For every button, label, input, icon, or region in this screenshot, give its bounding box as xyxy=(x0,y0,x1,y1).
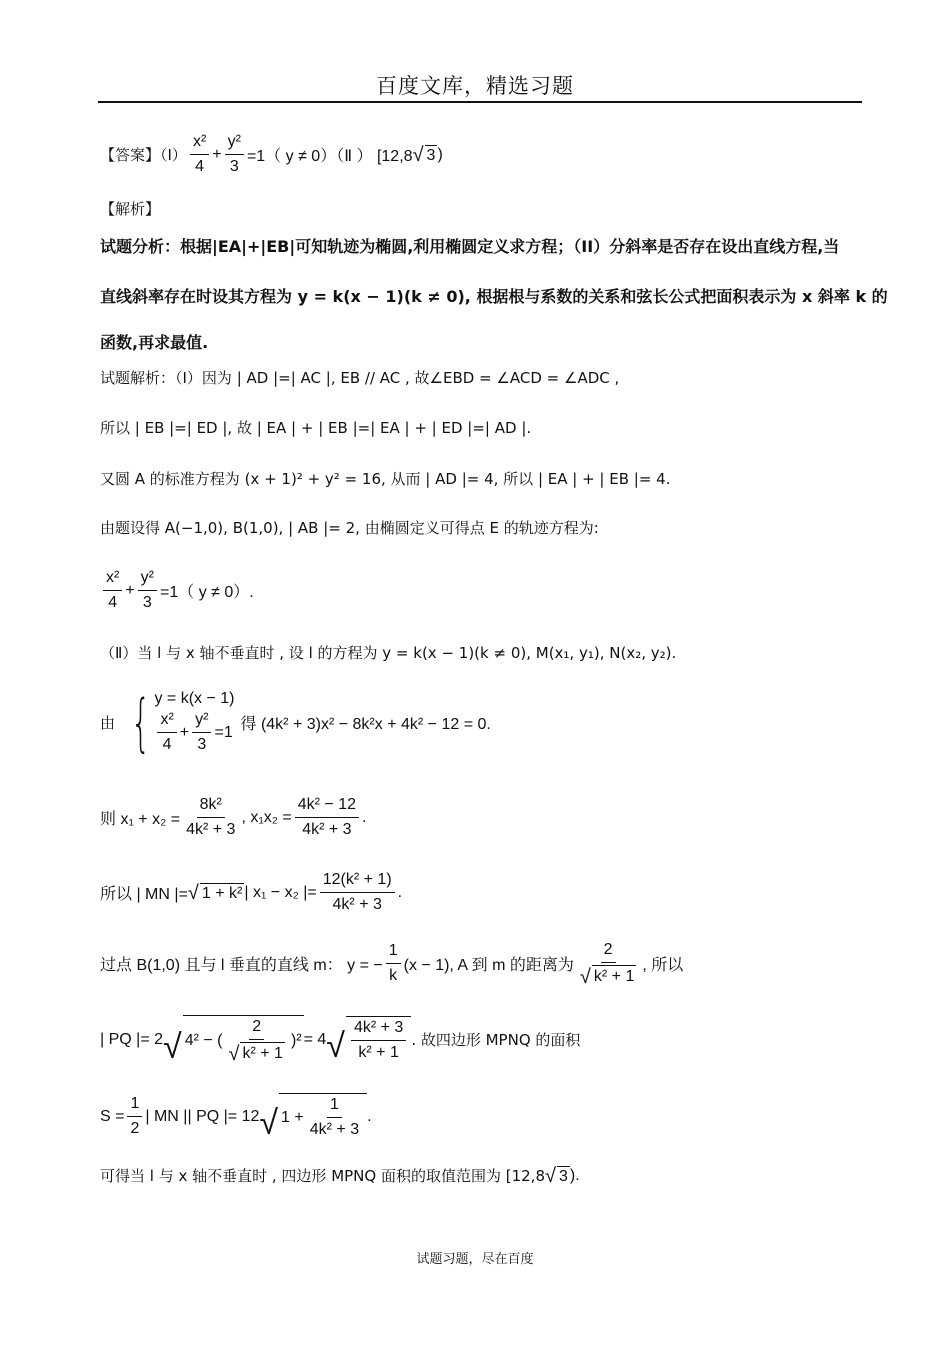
summary-line-3: 函数,再求最值. xyxy=(100,333,209,352)
equation-text: . xyxy=(367,1107,372,1125)
fraction-numerator: y² xyxy=(192,710,211,733)
summary-line-2: 直线斜率存在时设其方程为 y = k(x − 1)(k ≠ 0), 根据根与系数的关系和弦长公式把面积表示为 x 斜率 k 的 xyxy=(100,287,888,306)
equation-text: | MN || PQ |= 12 xyxy=(145,1107,260,1125)
solution-line-7 xyxy=(100,685,862,759)
equation-fraction xyxy=(295,795,359,840)
fraction-denominator: 4 xyxy=(195,158,205,175)
equation-sqrt xyxy=(163,1015,304,1064)
equation-sqrt xyxy=(580,965,636,987)
equation-text: , x₁x₂ = xyxy=(241,808,292,826)
fraction-numerator: x² xyxy=(190,132,209,155)
fraction-numerator: x² xyxy=(103,568,122,591)
solution-line-4: 由题设得 A(−1,0), B(1,0), | AB |= 2, 由椭圆定义可得点 E 的轨迹方程为: xyxy=(100,519,599,537)
equation-fraction xyxy=(307,1095,362,1140)
equation-fraction xyxy=(192,710,211,755)
answer-label: 【答案】（Ⅰ） xyxy=(100,146,187,164)
sqrt-icon: √ xyxy=(163,1028,182,1066)
sqrt-radicand: 3 xyxy=(426,146,436,164)
solution-line-2: 所以 | EB |=| ED |, 故 | EA | + | EB |=| EA | + | ED |=| AD |. xyxy=(100,419,532,437)
system-row-1: y = k(x − 1) xyxy=(154,690,235,707)
equation-sqrt xyxy=(188,883,244,903)
equation-text: =1 xyxy=(214,723,233,741)
fraction-denominator: 3 xyxy=(142,594,152,611)
text-prefix: 由 xyxy=(100,714,116,732)
answer-fraction-y xyxy=(225,132,244,177)
solution-line-3: 又圆 A 的标准方程为 (x + 1)² + y² = 16, 从而 | AD |= 4, 所以 | EA | + | EB |= 4. xyxy=(100,470,671,488)
summary-line-1: 试题分析：根据|EA|+|EB|可知轨迹为椭圆,利用椭圆定义求方程；（II）分斜率是否存在设出直线方程,当 xyxy=(100,237,840,256)
fraction-numerator: x² xyxy=(157,710,176,733)
fraction-numerator: y² xyxy=(225,132,244,155)
fraction-denominator: 3 xyxy=(229,158,239,175)
sqrt-radicand: k² + 1 xyxy=(592,965,636,987)
equation-fraction xyxy=(138,568,157,613)
equation-fraction xyxy=(127,1094,142,1139)
answer-sqrt xyxy=(413,145,438,165)
page-header-title: 百度文库，精选习题 xyxy=(376,74,574,98)
equation-fraction xyxy=(225,1017,287,1064)
answer-close: ) xyxy=(437,145,443,163)
equation-text: ). xyxy=(569,1166,580,1184)
sqrt-icon: √ xyxy=(187,881,199,904)
equation-text: | x₁ − x₂ |= xyxy=(244,883,317,901)
plus-sign: + xyxy=(179,723,190,741)
plus-sign: + xyxy=(125,581,135,599)
system-row-2 xyxy=(154,710,234,755)
answer-line xyxy=(100,132,862,177)
solution-line-6: （Ⅱ）当 l 与 x 轴不垂直时 , 设 l 的方程为 y = k(x − 1)(k ≠ 0), M(x₁, y₁), N(x₂, y₂). xyxy=(100,644,677,662)
equation-text: | PQ |= 2 xyxy=(100,1030,164,1048)
equation-fraction xyxy=(183,795,238,840)
equation-fraction xyxy=(157,710,176,755)
equation-text: S = xyxy=(100,1107,125,1125)
fraction-denominator: 4k² + 3 xyxy=(186,821,236,838)
system-rows xyxy=(154,690,234,755)
sqrt-icon: √ xyxy=(545,1164,556,1187)
sqrt-radicand: 3 xyxy=(558,1167,568,1185)
fraction-numerator: 4k² − 12 xyxy=(295,795,359,818)
sqrt-radicand xyxy=(346,1016,411,1063)
equation-sqrt xyxy=(326,1016,411,1063)
sqrt-icon: √ xyxy=(412,143,424,166)
answer-fraction-x xyxy=(190,132,209,177)
sqrt-icon: √ xyxy=(579,966,591,988)
equation-text: 所以 | MN |= xyxy=(100,886,188,903)
fraction-numerator: 2 xyxy=(249,1017,264,1040)
sqrt-radicand: 1 + k² xyxy=(201,884,243,902)
fraction-numerator: y² xyxy=(138,568,157,591)
brace-icon: { xyxy=(130,685,151,759)
equation-text: . xyxy=(362,808,367,826)
sqrt-icon: √ xyxy=(326,1027,345,1065)
sqrt-radicand: k² + 1 xyxy=(240,1042,284,1064)
sqrt-icon: √ xyxy=(259,1104,279,1142)
equation-text: 过点 B(1,0) 且与 l 垂直的直线 m： y = − xyxy=(100,957,383,974)
sqrt-radicand xyxy=(279,1093,367,1140)
fraction-numerator: 2 xyxy=(601,940,616,963)
fraction-denominator xyxy=(577,963,639,987)
equation-text: . 故四边形 MPNQ 的面积 xyxy=(411,1031,581,1049)
equation-text: , 所以 xyxy=(642,957,684,974)
fraction-denominator xyxy=(225,1040,287,1064)
equation-fraction xyxy=(320,870,395,915)
equation-text: . xyxy=(397,883,403,901)
equation-text: 得 (4k² + 3)x² − 8k²x + 4k² − 12 = 0. xyxy=(240,716,491,733)
equation-text: = 4 xyxy=(303,1030,327,1048)
analysis-label: 【解析】 xyxy=(100,200,161,218)
solution-line-1: 试题解析：（Ⅰ）因为 | AD |=| AC |, EB // AC , 故∠EBD = ∠ACD = ∠ADC , xyxy=(100,369,620,387)
fraction-numerator: 12(k² + 1) xyxy=(320,870,395,893)
solution-line-12 xyxy=(100,1093,862,1140)
sqrt-icon: √ xyxy=(228,1043,240,1065)
solution-line-13 xyxy=(100,1165,862,1186)
fraction-denominator: 4k² + 3 xyxy=(309,1121,360,1138)
equation-text: 4² − ( xyxy=(184,1031,223,1049)
sqrt-radicand xyxy=(183,1015,304,1064)
solution-line-9 xyxy=(100,870,862,915)
fraction-denominator: 2 xyxy=(130,1120,140,1137)
equation-system xyxy=(121,685,235,759)
fraction-numerator: 1 xyxy=(127,1094,142,1117)
equation-fraction xyxy=(103,568,122,613)
fraction-denominator: 4 xyxy=(162,736,172,753)
fraction-denominator: k² + 1 xyxy=(358,1044,399,1061)
fraction-numerator: 4k² + 3 xyxy=(351,1018,406,1041)
equation-text: 可得当 l 与 x 轴不垂直时 , 四边形 MPNQ 面积的取值范围为 [12,8 xyxy=(100,1167,545,1185)
equation-sqrt xyxy=(228,1042,284,1064)
equation-sqrt xyxy=(545,1166,570,1186)
fraction-denominator: 4k² + 3 xyxy=(332,896,382,913)
plus-sign: + xyxy=(212,145,222,163)
equation-fraction xyxy=(351,1018,406,1063)
equation-text: 则 x₁ + x₂ = xyxy=(100,811,181,828)
page-footer: 试题习题，尽在百度 xyxy=(416,1252,534,1267)
equation-text: (x − 1), A 到 m 的距离为 xyxy=(403,957,574,974)
fraction-denominator: 3 xyxy=(197,736,207,753)
fraction-numerator: 1 xyxy=(327,1095,342,1118)
equation-sqrt xyxy=(259,1093,367,1140)
equation-fraction xyxy=(386,941,401,986)
solution-line-10 xyxy=(100,940,862,987)
equation-fraction xyxy=(577,940,639,987)
equation-text: 1 + xyxy=(281,1108,304,1126)
equation-text: =1（ y ≠ 0）. xyxy=(160,584,254,601)
header-divider xyxy=(98,101,862,103)
solution-line-5 xyxy=(100,568,862,613)
fraction-denominator: k xyxy=(389,967,398,984)
solution-line-11 xyxy=(100,1015,862,1064)
answer-text: =1（ y ≠ 0）（Ⅱ ） [12,8 xyxy=(246,148,413,165)
fraction-denominator: 4 xyxy=(108,594,118,611)
fraction-denominator: 4k² + 3 xyxy=(302,821,352,838)
equation-text: )² xyxy=(290,1031,302,1049)
fraction-numerator: 1 xyxy=(386,941,401,964)
solution-line-8 xyxy=(100,795,862,840)
fraction-numerator: 8k² xyxy=(197,795,225,818)
